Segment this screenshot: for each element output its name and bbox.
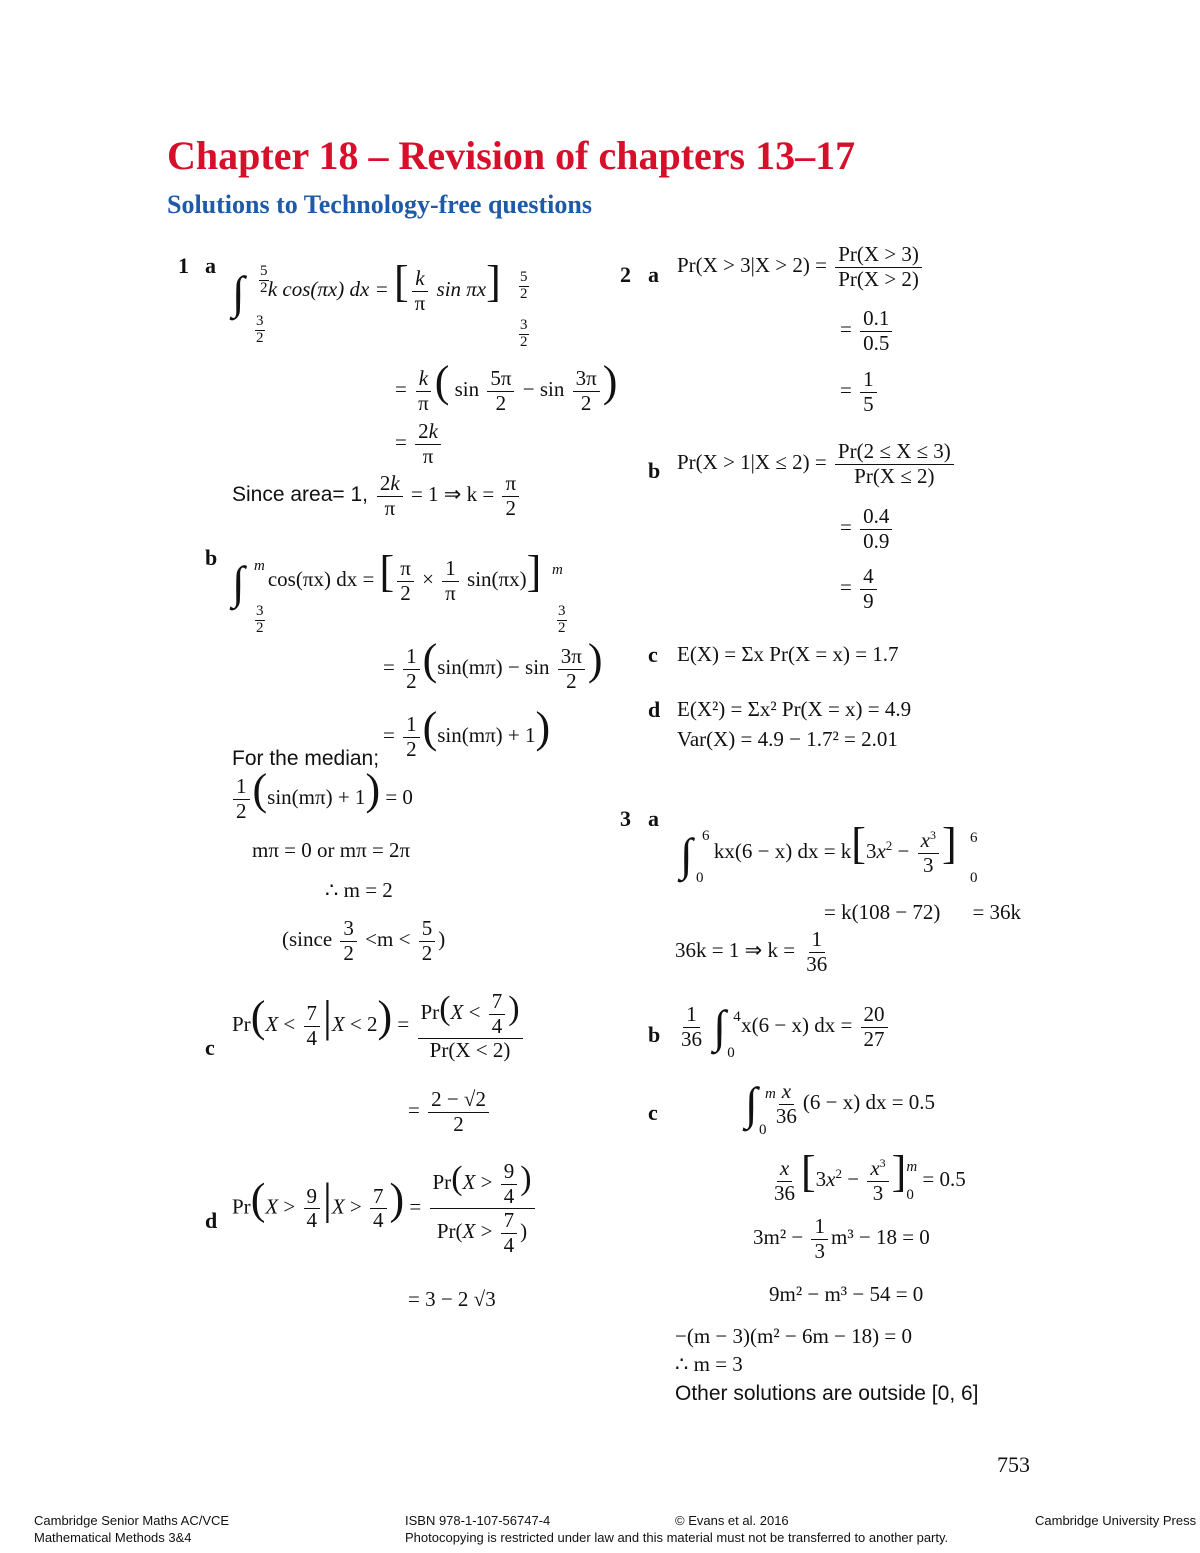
q2a-line3: = $\frac{1}{5}$ — [840, 368, 880, 416]
q1c-line2: = $\frac{2 - √2}{2}$ — [408, 1088, 492, 1136]
q1b-label: b — [205, 545, 218, 570]
q2b-line1: Pr(X > 1|X ≤ 2) = $\frac{Pr(2 \le X \le 3)}{Pr(X \le 2)}$ — [677, 440, 957, 488]
question-1-number: 1 — [178, 253, 189, 278]
q2c-line: E(X) = Σx Pr(X = x) = 1.7 — [677, 642, 899, 666]
q1d-line2: = 3 − 2 √3 — [408, 1287, 496, 1311]
q2b-line3: = $\frac{4}{9}$ — [840, 565, 880, 613]
q2d-label: d — [648, 697, 661, 722]
q2d-line1: E(X²) = Σx² Pr(X = x) = 4.9 — [677, 697, 912, 721]
q3c-line4: 9m² − m³ − 54 = 0 — [769, 1282, 924, 1306]
q3c-line5: −(m − 3)(m² − 6m − 18) = 0 — [675, 1324, 912, 1348]
q3c-line1: ∫ m 0 $\frac{x}{36}$ (6 − x) dx = 0.5 — [745, 1078, 936, 1138]
q1a-line4: Since area= 1, $\frac{2k}{\pi}$ = 1 ⇒ k = $\frac{\pi}{2}$ — [232, 472, 522, 520]
q1b-line6: mπ = 0 or mπ = 2π — [252, 838, 411, 862]
question-3-number: 3 — [620, 806, 631, 831]
q2c-label: c — [648, 642, 658, 667]
integral-sign: ∫ — [232, 267, 245, 318]
q1a-label: a — [205, 253, 216, 278]
footer-photocopy: Photocopying is restricted under law and this material must not be transferred to another party. — [405, 1530, 949, 1545]
q3c-line2: $\frac{x}{36}$ [$3x^2$ − $\frac{x^3}{3}$ ] m 0 = 0.5 — [774, 1147, 966, 1205]
q2a-line1: Pr(X > 3|X > 2) = $\frac{Pr(X > 3)}{Pr(X > 2)}$ — [677, 243, 925, 291]
q1b-line5: $\frac{1}{2}$ (sin(mπ) + 1) = 0 — [230, 768, 413, 823]
footer-copyright: © Evans et al. 2016 — [675, 1513, 789, 1528]
q1a-line1: ∫ $\frac{5}{2}$ $\frac{3}{2}$ k cos(πx) dx = [ $\frac{k}{\pi}$ sin πx] $\frac{5}{2}$ $\frac{3}{2}$ — [232, 257, 528, 350]
q1a-line2: = $\frac{k}{\pi}$ ( sin $\frac{5\pi}{2}$ − sin $\frac{3\pi}{2}$ ) — [395, 357, 618, 415]
q3a-line2: = k(108 − 72) = 36k — [824, 900, 1022, 924]
q3c-line6: ∴ m = 3 — [675, 1352, 743, 1376]
q1c-label: c — [205, 1035, 215, 1060]
lower-limit: $\frac{3}{2}$ — [256, 313, 264, 346]
q1b-median-text: For the median; — [232, 747, 380, 770]
q1b-line7: ∴ m = 2 — [325, 878, 393, 902]
q1b-line1: ∫ m $\frac{3}{2}$ cos(πx) dx = [ $\frac{\pi}{2}$ × $\frac{1}{\pi}$ sin(πx)] m $\frac{3}{2}$ — [232, 547, 566, 636]
q3c-line3: 3m² − $\frac{1}{3}$ m³ − 18 = 0 — [753, 1214, 930, 1263]
q2a-label: a — [648, 262, 659, 287]
q1b-line3: = $\frac{1}{2}$ (sin(mπ) + 1) — [383, 703, 551, 761]
q3a-label: a — [648, 806, 659, 831]
q1a-l1-text: k cos(πx) dx = — [267, 277, 389, 301]
page-title: Chapter 18 – Revision of chapters 13–17 — [167, 133, 856, 178]
question-2-number: 2 — [620, 262, 631, 287]
q2a-line2: = $\frac{0.1}{0.5}$ — [840, 307, 895, 355]
section-subtitle: Solutions to Technology-free questions — [167, 190, 592, 219]
q1a-l1-inner: sin πx — [436, 277, 487, 301]
q3c-label: c — [648, 1100, 658, 1125]
page-number: 753 — [997, 1452, 1030, 1477]
q1d-line1: Pr(X > $\frac{9}{4}$ |X > $\frac{7}{4}$ ) = Pr(X > $\frac{9}{4}$ ) Pr(X > $\frac{7}{4}$ ) — [232, 1160, 538, 1257]
footer-book: Cambridge Senior Maths AC/VCE Mathematical Methods 3&4 — [34, 1513, 230, 1545]
q2b-line2: = $\frac{0.4}{0.9}$ — [840, 505, 895, 553]
q3c-line7: Other solutions are outside [0, 6] — [675, 1382, 979, 1405]
q1b-line8: (since $\frac{3}{2}$ <m < $\frac{5}{2}$ ) — [282, 916, 446, 965]
q3a-line3: 36k = 1 ⇒ k = $\frac{1}{36}$ — [675, 927, 828, 976]
q3a-line1: ∫ 6 0 kx(6 − x) dx = $k[3x^2$ − $\frac{x^3}{3}$ ] 6 0 — [680, 819, 978, 886]
q3b-label: b — [648, 1022, 661, 1047]
footer-isbn: ISBN 978-1-107-56747-4 — [405, 1513, 551, 1528]
q1c-line1: Pr(X < $\frac{7}{4}$ |X < 2) = Pr(X < $\frac{7}{4}$ ) Pr(X < 2) — [232, 990, 526, 1063]
q1b-line2: = $\frac{1}{2}$ (sin(mπ) − sin $\frac{3\pi}{2}$ ) — [383, 635, 603, 693]
footer-publisher: Cambridge University Press — [1035, 1513, 1197, 1528]
q1d-label: d — [205, 1208, 218, 1233]
upper-limit: $\frac{5}{2}$ — [260, 263, 268, 296]
q2b-label: b — [648, 458, 661, 483]
q2d-line2: Var(X) = 4.9 − 1.7² = 2.01 — [677, 727, 898, 751]
q1a-line3: = $\frac{2k}{\pi}$ — [395, 420, 444, 468]
q3b-line: $\frac{1}{36}$ ∫ 4 0 x(6 − x) dx = $\frac{20}{27}$ — [675, 1003, 891, 1051]
